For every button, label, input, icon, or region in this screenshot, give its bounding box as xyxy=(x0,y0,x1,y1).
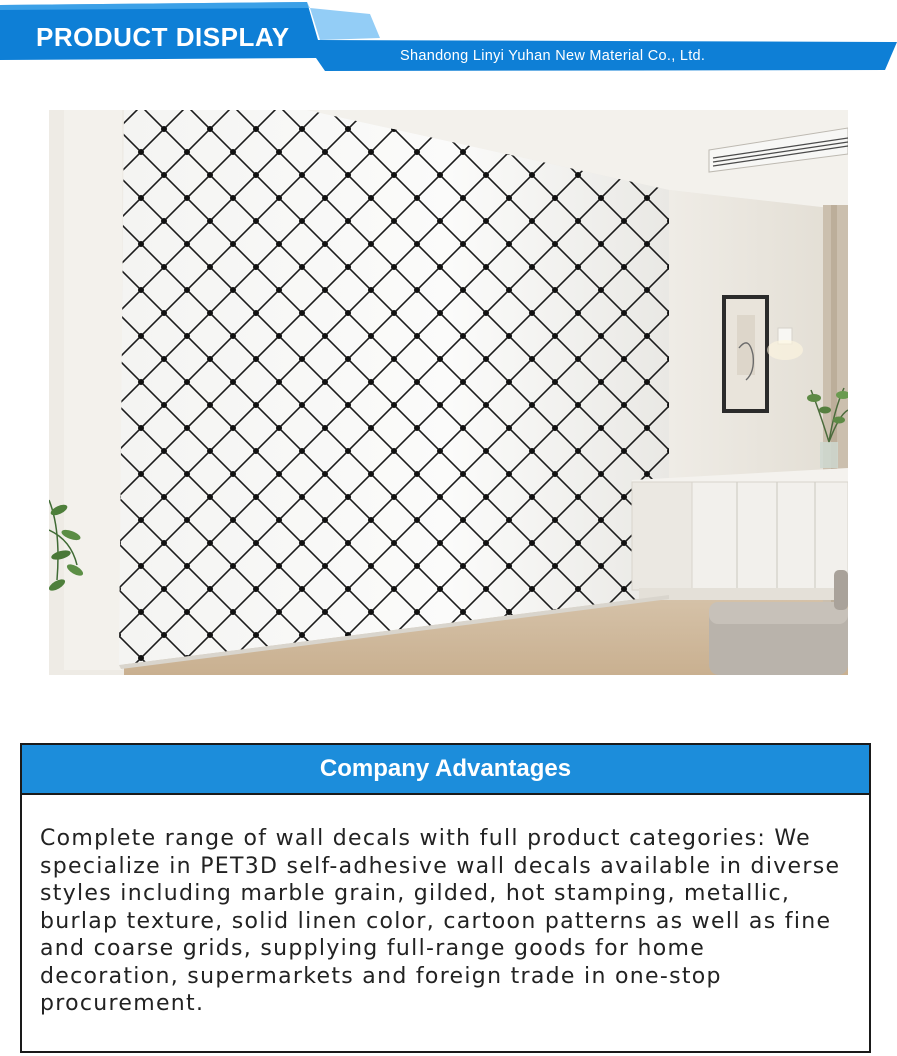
diamond-grid-wall-decal xyxy=(119,110,669,665)
room-scene xyxy=(49,110,848,675)
wall-art-frame xyxy=(722,295,769,413)
page-title: PRODUCT DISPLAY xyxy=(36,22,290,52)
company-name: Shandong Linyi Yuhan New Material Co., Ltd. xyxy=(400,48,706,64)
product-photo xyxy=(49,110,848,675)
sideboard-cabinet xyxy=(632,468,848,600)
advantages-title: Company Advantages xyxy=(319,755,572,782)
advantages-header xyxy=(22,745,869,795)
header-banner xyxy=(0,0,897,80)
advantages-text: Complete range of wall decals with full product categories: We specialize in PET3D self-adhesive wall decals available in diverse styles including marble grain, gilded, hot stamping, metallic, burlap texture, solid linen color, cartoon patterns as well as fine and coarse grids, supplying full-range goods for home decoration, supermarkets and foreign trade in one-stop procurement. xyxy=(40,826,841,1016)
company-advantages-card xyxy=(20,743,871,1053)
